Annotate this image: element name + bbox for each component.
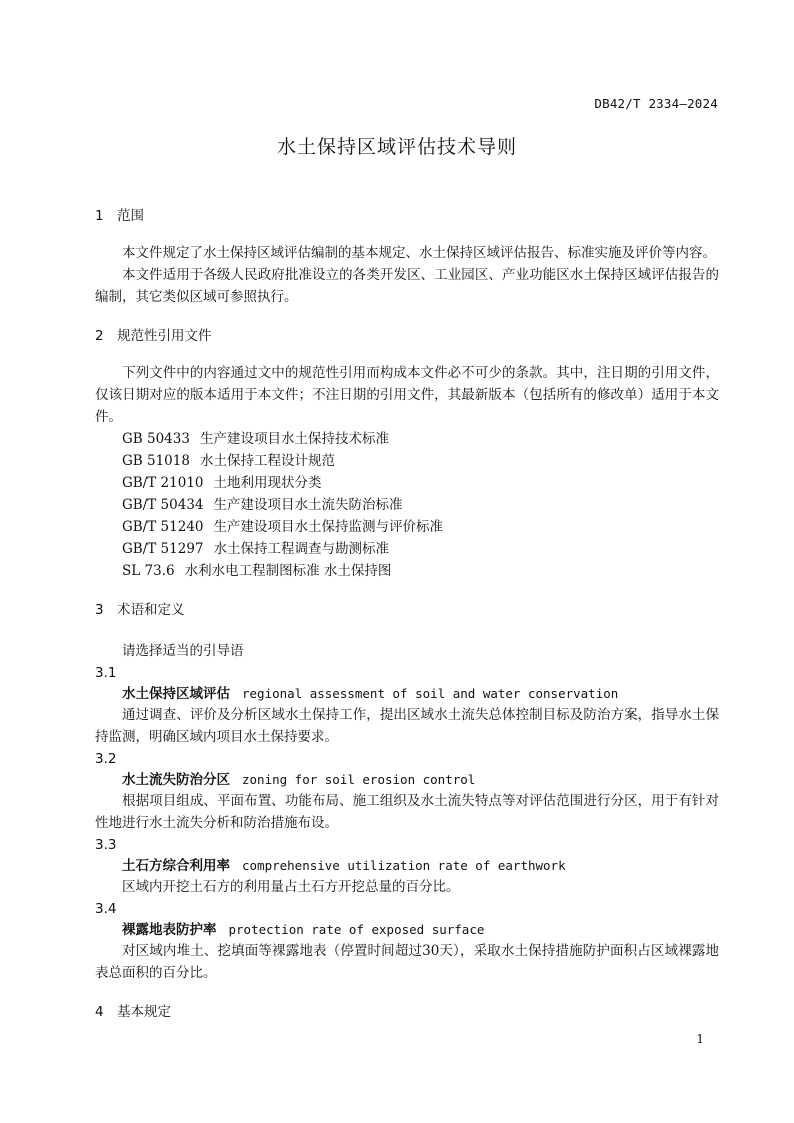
reference-item [122,450,719,472]
term-name-line [95,920,719,940]
reference-name: 生产建设项目水土流失防治标准 [213,497,403,513]
section-1-heading [95,206,719,226]
section-2-title: 规范性引用文件 [117,328,212,344]
term-name-line [95,856,719,876]
reference-item [122,560,719,582]
term-definition: 对区域内堆土、挖填面等裸露地表（停置时间超过30天），采取水土保持措施防护面积占区域裸露地表总面积的百分比。 [95,943,719,981]
term-name-line [95,684,719,704]
reference-list [95,428,719,582]
term-english: protection rate of exposed surface [228,922,485,937]
term-english: regional assessment of soil and water conservation [242,686,619,701]
reference-item [122,538,719,560]
section-2-paragraph: 下列文件中的内容通过文中的规范性引用而构成本文件必不可少的条款。其中，注日期的引用文件，仅该日期对应的版本适用于本文件；不注日期的引用文件，其最新版本（包括所有的修改单）适用于本文件。 [95,365,719,425]
section-1-paragraph-1: 本文件规定了水土保持区域评估编制的基本规定、水土保持区域评估报告、标准实施及评价等内容。 [122,245,716,261]
term-english: comprehensive utilization rate of earthwork [242,858,566,873]
section-3-heading [95,600,719,620]
document-code: DB42/T 2334—2024 [594,96,718,111]
reference-item [122,428,719,450]
section-3-title: 术语和定义 [117,602,185,618]
section-4-heading [95,1002,719,1022]
reference-item [122,472,719,494]
reference-code: GB/T 51240 [122,519,204,535]
reference-code: GB 51018 [122,453,190,469]
term-definition: 根据项目组成、平面布置、功能布局、施工组织及水土流失特点等对评估范围进行分区，用于有针对性地进行水土流失分析和防治措施布设。 [95,793,719,831]
term-definition: 通过调查、评价及分析区域水土保持工作，提出区域水土流失总体控制目标及防治方案，指导水土保持监测，明确区域内项目水土保持要求。 [95,707,719,745]
reference-name: 生产建设项目水土保持技术标准 [199,431,389,447]
reference-item [122,494,719,516]
reference-name: 水利水电工程制图标准 水土保持图 [184,563,392,579]
reference-code: SL 73.6 [122,563,175,579]
reference-name: 水土保持工程设计规范 [199,453,335,469]
reference-item [122,516,719,538]
term-chinese: 土石方综合利用率 [122,858,230,874]
section-2-number: 2 [95,328,104,344]
section-3-number: 3 [95,602,104,618]
page-number: 1 [696,1032,704,1046]
term-number: 3.4 [95,901,117,917]
term-english: zoning for soil erosion control [242,772,476,787]
document-body [95,206,719,1022]
section-1-number: 1 [95,208,104,224]
term-entry [95,662,719,748]
term-chinese: 水土保持区域评估 [122,686,230,702]
document-title: 水土保持区域评估技术导则 [276,136,517,158]
term-chinese: 水土流失防治分区 [122,772,230,788]
section-1-paragraph-2: 本文件适用于各级人民政府批准设立的各类开发区、工业园区、产业功能区水土保持区域评估报告的编制，其它类似区域可参照执行。 [95,267,719,305]
section-4-title: 基本规定 [117,1004,171,1020]
term-number: 3.2 [95,751,117,767]
term-entry [95,834,719,898]
term-chinese: 裸露地表防护率 [122,922,217,938]
reference-code: GB/T 21010 [122,475,204,491]
section-3-intro: 请选择适当的引导语 [122,643,244,659]
reference-code: GB/T 50434 [122,497,204,513]
reference-name: 生产建设项目水土保持监测与评价标准 [213,519,443,535]
term-entry [95,748,719,834]
term-entry [95,898,719,984]
section-2-heading [95,326,719,346]
term-number: 3.1 [95,665,117,681]
section-4-number: 4 [95,1004,104,1020]
reference-code: GB/T 51297 [122,541,204,557]
section-1-title: 范围 [117,208,144,224]
reference-name: 土地利用现状分类 [213,475,322,491]
term-number: 3.3 [95,837,117,853]
reference-name: 水土保持工程调查与勘测标准 [213,541,389,557]
term-definition: 区域内开挖土石方的利用量占土石方开挖总量的百分比。 [122,879,460,895]
reference-code: GB 50433 [122,431,190,447]
term-name-line [95,770,719,790]
